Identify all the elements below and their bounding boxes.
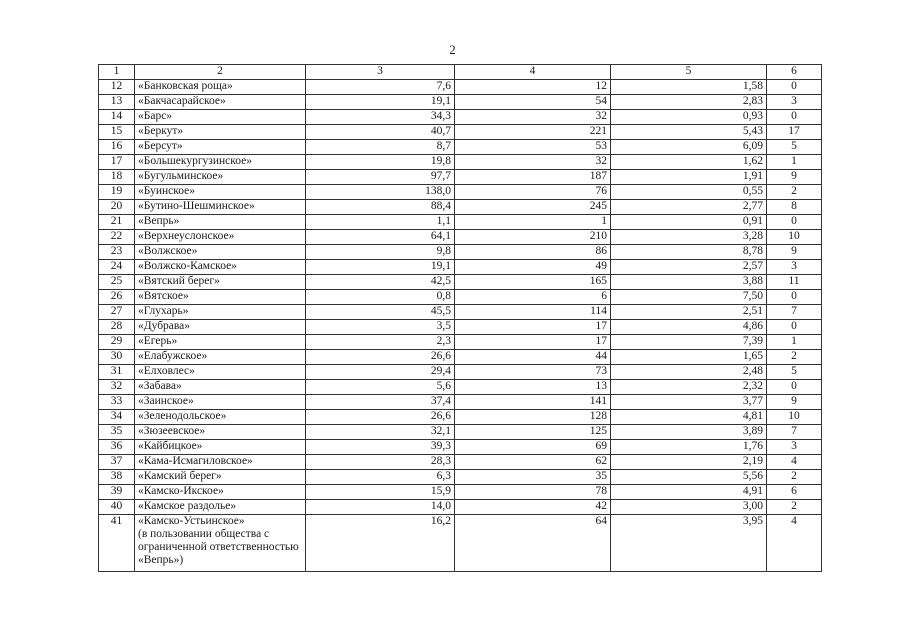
row-col4: 35	[455, 470, 611, 485]
row-number: 26	[99, 290, 135, 305]
row-col3: 42,5	[306, 275, 455, 290]
column-header-1: 1	[99, 65, 135, 80]
row-col4: 165	[455, 275, 611, 290]
row-col4: 141	[455, 395, 611, 410]
row-col5: 2,48	[611, 365, 767, 380]
table-header-row	[99, 65, 822, 80]
row-col6: 17	[767, 125, 822, 140]
table-row	[99, 305, 822, 320]
row-col5: 1,58	[611, 80, 767, 95]
row-number: 21	[99, 215, 135, 230]
row-name: «Камско-Икское»	[135, 485, 306, 500]
row-note-line: ограниченной ответственностью	[138, 541, 299, 553]
row-name: «Кама-Исмагиловское»	[135, 455, 306, 470]
row-col3: 37,4	[306, 395, 455, 410]
row-col4: 125	[455, 425, 611, 440]
table-row	[99, 440, 822, 455]
row-number: 28	[99, 320, 135, 335]
row-col6: 5	[767, 365, 822, 380]
row-name: «Волжско-Камское»	[135, 260, 306, 275]
row-name: «Большекургузинское»	[135, 155, 306, 170]
row-number: 29	[99, 335, 135, 350]
row-col6: 0	[767, 110, 822, 125]
table-row	[99, 365, 822, 380]
row-number: 18	[99, 170, 135, 185]
row-col6: 3	[767, 260, 822, 275]
row-name: «Дубрава»	[135, 320, 306, 335]
row-col4: 13	[455, 380, 611, 395]
column-header-6: 6	[767, 65, 822, 80]
row-name: «Бакчасарайское»	[135, 95, 306, 110]
row-col6: 9	[767, 170, 822, 185]
row-col3: 16,2	[306, 515, 455, 572]
row-col3: 15,9	[306, 485, 455, 500]
row-col5: 3,77	[611, 395, 767, 410]
row-col3: 14,0	[306, 500, 455, 515]
row-number: 13	[99, 95, 135, 110]
row-col6: 8	[767, 200, 822, 215]
row-col5: 3,88	[611, 275, 767, 290]
row-col6: 9	[767, 245, 822, 260]
row-col6: 0	[767, 215, 822, 230]
table-row	[99, 80, 822, 95]
table-row	[99, 170, 822, 185]
table-row	[99, 95, 822, 110]
row-name: «Забава»	[135, 380, 306, 395]
row-name: «Бутино-Шешминское»	[135, 200, 306, 215]
row-col4: 32	[455, 110, 611, 125]
row-number: 12	[99, 80, 135, 95]
row-name: «Берсут»	[135, 140, 306, 155]
row-col3: 29,4	[306, 365, 455, 380]
table-row	[99, 215, 822, 230]
table-row	[99, 425, 822, 440]
row-col4: 221	[455, 125, 611, 140]
row-name: «Беркут»	[135, 125, 306, 140]
row-col3: 7,6	[306, 80, 455, 95]
row-col5: 2,77	[611, 200, 767, 215]
table-row	[99, 485, 822, 500]
row-col6: 3	[767, 440, 822, 455]
row-col6: 4	[767, 455, 822, 470]
row-name: «Егерь»	[135, 335, 306, 350]
table-row	[99, 275, 822, 290]
row-col4: 42	[455, 500, 611, 515]
row-col6: 1	[767, 155, 822, 170]
row-col5: 1,65	[611, 350, 767, 365]
row-col5: 5,56	[611, 470, 767, 485]
row-name: «Буинское»	[135, 185, 306, 200]
row-col6: 10	[767, 410, 822, 425]
row-col5: 0,93	[611, 110, 767, 125]
row-note-line: «Вепрь»)	[138, 554, 184, 566]
table-row	[99, 470, 822, 485]
row-col5: 8,78	[611, 245, 767, 260]
row-name: «Барс»	[135, 110, 306, 125]
row-number: 36	[99, 440, 135, 455]
table-row	[99, 200, 822, 215]
row-col6: 3	[767, 95, 822, 110]
row-number: 16	[99, 140, 135, 155]
row-col4: 1	[455, 215, 611, 230]
table-row	[99, 410, 822, 425]
row-col3: 1,1	[306, 215, 455, 230]
row-col6: 2	[767, 500, 822, 515]
row-number: 32	[99, 380, 135, 395]
row-name: «Камский берег»	[135, 470, 306, 485]
row-col6: 7	[767, 305, 822, 320]
row-col3: 97,7	[306, 170, 455, 185]
table-row	[99, 320, 822, 335]
row-col4: 114	[455, 305, 611, 320]
row-col5: 7,50	[611, 290, 767, 305]
row-col6: 6	[767, 485, 822, 500]
table-row-last	[99, 515, 822, 572]
row-col6: 0	[767, 320, 822, 335]
row-col4: 6	[455, 290, 611, 305]
row-col6: 1	[767, 335, 822, 350]
row-col3: 26,6	[306, 410, 455, 425]
row-number: 30	[99, 350, 135, 365]
row-col5: 2,19	[611, 455, 767, 470]
row-name: «Верхнеуслонское»	[135, 230, 306, 245]
row-col3: 6,3	[306, 470, 455, 485]
row-col4: 17	[455, 320, 611, 335]
table-row	[99, 125, 822, 140]
row-col4: 210	[455, 230, 611, 245]
table-row	[99, 290, 822, 305]
row-col6: 0	[767, 380, 822, 395]
row-number: 14	[99, 110, 135, 125]
row-name: «Камско-Устьинское»	[138, 515, 245, 527]
row-col5: 3,28	[611, 230, 767, 245]
row-number: 39	[99, 485, 135, 500]
row-number: 24	[99, 260, 135, 275]
hunting-grounds-table	[98, 64, 822, 572]
row-number: 37	[99, 455, 135, 470]
row-col5: 1,76	[611, 440, 767, 455]
row-col4: 62	[455, 455, 611, 470]
table-row	[99, 155, 822, 170]
table-row	[99, 140, 822, 155]
row-col3: 32,1	[306, 425, 455, 440]
row-col3: 45,5	[306, 305, 455, 320]
row-name: «Вятское»	[135, 290, 306, 305]
row-number: 27	[99, 305, 135, 320]
row-col5: 2,51	[611, 305, 767, 320]
row-col6: 2	[767, 350, 822, 365]
row-col6: 2	[767, 185, 822, 200]
row-number: 41	[99, 515, 135, 572]
row-col5: 3,89	[611, 425, 767, 440]
row-number: 19	[99, 185, 135, 200]
row-number: 23	[99, 245, 135, 260]
table-row	[99, 110, 822, 125]
row-col5: 2,83	[611, 95, 767, 110]
row-number: 35	[99, 425, 135, 440]
row-number: 17	[99, 155, 135, 170]
column-header-4: 4	[455, 65, 611, 80]
row-col3: 34,3	[306, 110, 455, 125]
row-col3: 2,3	[306, 335, 455, 350]
row-number: 34	[99, 410, 135, 425]
row-col3: 88,4	[306, 200, 455, 215]
row-col6: 0	[767, 80, 822, 95]
row-name: «Глухарь»	[135, 305, 306, 320]
table-row	[99, 185, 822, 200]
row-col6: 4	[767, 515, 822, 572]
row-col5: 4,81	[611, 410, 767, 425]
row-col4: 44	[455, 350, 611, 365]
row-name: «Елабужское»	[135, 350, 306, 365]
row-col3: 5,6	[306, 380, 455, 395]
row-number: 33	[99, 395, 135, 410]
row-col6: 10	[767, 230, 822, 245]
row-col5: 4,86	[611, 320, 767, 335]
table-row	[99, 260, 822, 275]
row-number: 40	[99, 500, 135, 515]
row-col3: 9,8	[306, 245, 455, 260]
row-col6: 9	[767, 395, 822, 410]
column-header-2: 2	[135, 65, 306, 80]
column-header-5: 5	[611, 65, 767, 80]
row-col3: 19,1	[306, 95, 455, 110]
row-name: «Банковская роща»	[135, 80, 306, 95]
table-row	[99, 350, 822, 365]
row-name: «Вятский берег»	[135, 275, 306, 290]
row-col4: 69	[455, 440, 611, 455]
row-col5: 3,00	[611, 500, 767, 515]
row-number: 22	[99, 230, 135, 245]
row-col6: 2	[767, 470, 822, 485]
row-col5: 1,62	[611, 155, 767, 170]
row-col4: 187	[455, 170, 611, 185]
row-col4: 17	[455, 335, 611, 350]
row-col5: 2,57	[611, 260, 767, 275]
row-col6: 5	[767, 140, 822, 155]
row-col5: 3,95	[611, 515, 767, 572]
row-number: 38	[99, 470, 135, 485]
row-name-with-note	[135, 515, 306, 572]
table-row	[99, 395, 822, 410]
row-name: «Елховлес»	[135, 365, 306, 380]
table-row	[99, 335, 822, 350]
row-name: «Заинское»	[135, 395, 306, 410]
row-col3: 26,6	[306, 350, 455, 365]
table-row	[99, 380, 822, 395]
row-col3: 3,5	[306, 320, 455, 335]
row-col5: 6,09	[611, 140, 767, 155]
row-col3: 0,8	[306, 290, 455, 305]
row-name: «Кайбицкое»	[135, 440, 306, 455]
row-col4: 54	[455, 95, 611, 110]
row-name: «Вепрь»	[135, 215, 306, 230]
row-col4: 73	[455, 365, 611, 380]
row-col5: 1,91	[611, 170, 767, 185]
row-col4: 78	[455, 485, 611, 500]
page-number: 2	[449, 42, 456, 57]
row-name: «Бугульминское»	[135, 170, 306, 185]
row-col5: 0,55	[611, 185, 767, 200]
row-col4: 12	[455, 80, 611, 95]
row-col4: 32	[455, 155, 611, 170]
table-row	[99, 500, 822, 515]
row-name: «Камское раздолье»	[135, 500, 306, 515]
row-number: 15	[99, 125, 135, 140]
row-col3: 64,1	[306, 230, 455, 245]
row-col5: 4,91	[611, 485, 767, 500]
row-col3: 28,3	[306, 455, 455, 470]
row-col6: 11	[767, 275, 822, 290]
row-col5: 0,91	[611, 215, 767, 230]
row-col3: 138,0	[306, 185, 455, 200]
row-name: «Волжское»	[135, 245, 306, 260]
row-col4: 64	[455, 515, 611, 572]
row-number: 31	[99, 365, 135, 380]
row-col4: 53	[455, 140, 611, 155]
row-number: 20	[99, 200, 135, 215]
table-row	[99, 455, 822, 470]
table-row	[99, 230, 822, 245]
row-col4: 76	[455, 185, 611, 200]
row-col6: 0	[767, 290, 822, 305]
table-row	[99, 245, 822, 260]
row-col6: 7	[767, 425, 822, 440]
row-name: «Зеленодольское»	[135, 410, 306, 425]
row-col4: 245	[455, 200, 611, 215]
row-number: 25	[99, 275, 135, 290]
row-col5: 7,39	[611, 335, 767, 350]
row-col4: 49	[455, 260, 611, 275]
row-col3: 8,7	[306, 140, 455, 155]
row-col3: 40,7	[306, 125, 455, 140]
row-col3: 39,3	[306, 440, 455, 455]
row-col5: 2,32	[611, 380, 767, 395]
row-col3: 19,1	[306, 260, 455, 275]
row-col5: 5,43	[611, 125, 767, 140]
row-name: «Зюзеевское»	[135, 425, 306, 440]
column-header-3: 3	[306, 65, 455, 80]
row-col3: 19,8	[306, 155, 455, 170]
row-col4: 128	[455, 410, 611, 425]
row-note-line: (в пользовании общества с	[138, 528, 270, 540]
row-col4: 86	[455, 245, 611, 260]
